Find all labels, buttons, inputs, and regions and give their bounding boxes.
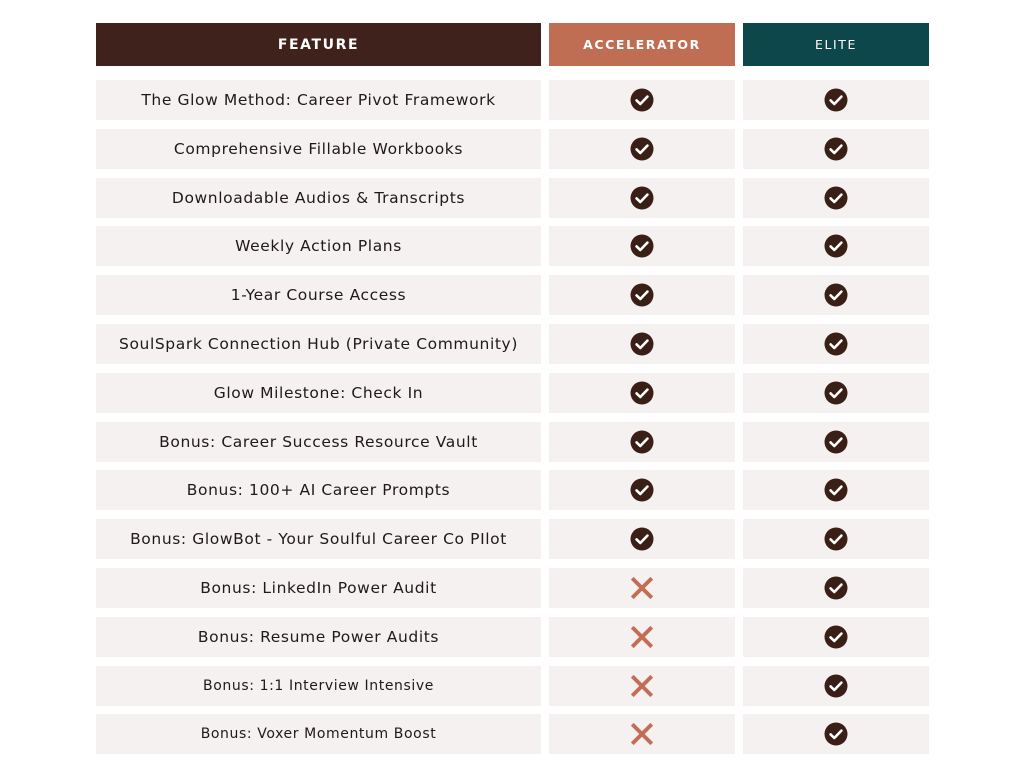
feature-label: Glow Milestone: Check In: [96, 373, 541, 413]
table-row: [96, 275, 929, 315]
elite-cell: [743, 178, 929, 218]
accelerator-cell: [549, 714, 735, 754]
header-feature: FEATURE: [96, 23, 541, 66]
feature-label: Bonus: 1:1 Interview Intensive: [96, 666, 541, 706]
check-icon: [630, 88, 654, 112]
table-row: [96, 324, 929, 364]
table-row: [96, 422, 929, 462]
table-row: [96, 226, 929, 266]
check-icon: [824, 381, 848, 405]
feature-label: Bonus: LinkedIn Power Audit: [96, 568, 541, 608]
feature-label: 1-Year Course Access: [96, 275, 541, 315]
table-row: [96, 178, 929, 218]
table-row: [96, 470, 929, 510]
cross-icon: [629, 575, 655, 601]
comparison-table: [96, 23, 929, 763]
check-icon: [824, 430, 848, 454]
feature-label: The Glow Method: Career Pivot Framework: [96, 80, 541, 120]
accelerator-cell: [549, 373, 735, 413]
accelerator-cell: [549, 568, 735, 608]
elite-cell: [743, 275, 929, 315]
table-row: [96, 666, 929, 706]
accelerator-cell: [549, 178, 735, 218]
accelerator-cell: [549, 226, 735, 266]
feature-label: Bonus: Voxer Momentum Boost: [96, 714, 541, 754]
elite-cell: [743, 470, 929, 510]
elite-cell: [743, 324, 929, 364]
feature-label: Bonus: Resume Power Audits: [96, 617, 541, 657]
table-row: [96, 373, 929, 413]
cross-icon: [629, 624, 655, 650]
check-icon: [824, 186, 848, 210]
accelerator-cell: [549, 275, 735, 315]
header-elite: ELITE: [743, 23, 929, 66]
check-icon: [824, 722, 848, 746]
accelerator-cell: [549, 519, 735, 559]
feature-label: Weekly Action Plans: [96, 226, 541, 266]
check-icon: [630, 527, 654, 551]
feature-label: Comprehensive Fillable Workbooks: [96, 129, 541, 169]
accelerator-cell: [549, 80, 735, 120]
elite-cell: [743, 617, 929, 657]
check-icon: [824, 88, 848, 112]
accelerator-cell: [549, 470, 735, 510]
accelerator-cell: [549, 422, 735, 462]
accelerator-cell: [549, 324, 735, 364]
elite-cell: [743, 714, 929, 754]
check-icon: [630, 137, 654, 161]
check-icon: [824, 137, 848, 161]
table-row: [96, 129, 929, 169]
check-icon: [630, 478, 654, 502]
cross-icon: [629, 721, 655, 747]
elite-cell: [743, 129, 929, 169]
check-icon: [630, 234, 654, 258]
accelerator-cell: [549, 617, 735, 657]
elite-cell: [743, 519, 929, 559]
header-accelerator: ACCELERATOR: [549, 23, 735, 66]
elite-cell: [743, 666, 929, 706]
check-icon: [824, 332, 848, 356]
accelerator-cell: [549, 666, 735, 706]
check-icon: [824, 527, 848, 551]
check-icon: [824, 283, 848, 307]
check-icon: [630, 332, 654, 356]
elite-cell: [743, 373, 929, 413]
table-row: [96, 568, 929, 608]
elite-cell: [743, 226, 929, 266]
elite-cell: [743, 80, 929, 120]
table-body: [96, 80, 929, 754]
table-row: [96, 714, 929, 754]
check-icon: [824, 576, 848, 600]
table-row: [96, 80, 929, 120]
check-icon: [630, 283, 654, 307]
feature-label: Bonus: Career Success Resource Vault: [96, 422, 541, 462]
check-icon: [824, 234, 848, 258]
table-row: [96, 519, 929, 559]
feature-label: SoulSpark Connection Hub (Private Community): [96, 324, 541, 364]
check-icon: [824, 625, 848, 649]
check-icon: [824, 478, 848, 502]
feature-label: Bonus: GlowBot - Your Soulful Career Co PIlot: [96, 519, 541, 559]
feature-label: Bonus: 100+ AI Career Prompts: [96, 470, 541, 510]
check-icon: [630, 430, 654, 454]
elite-cell: [743, 422, 929, 462]
check-icon: [630, 381, 654, 405]
cross-icon: [629, 673, 655, 699]
elite-cell: [743, 568, 929, 608]
feature-label: Downloadable Audios & Transcripts: [96, 178, 541, 218]
table-row: [96, 617, 929, 657]
check-icon: [824, 674, 848, 698]
accelerator-cell: [549, 129, 735, 169]
header-row: [96, 23, 929, 66]
check-icon: [630, 186, 654, 210]
